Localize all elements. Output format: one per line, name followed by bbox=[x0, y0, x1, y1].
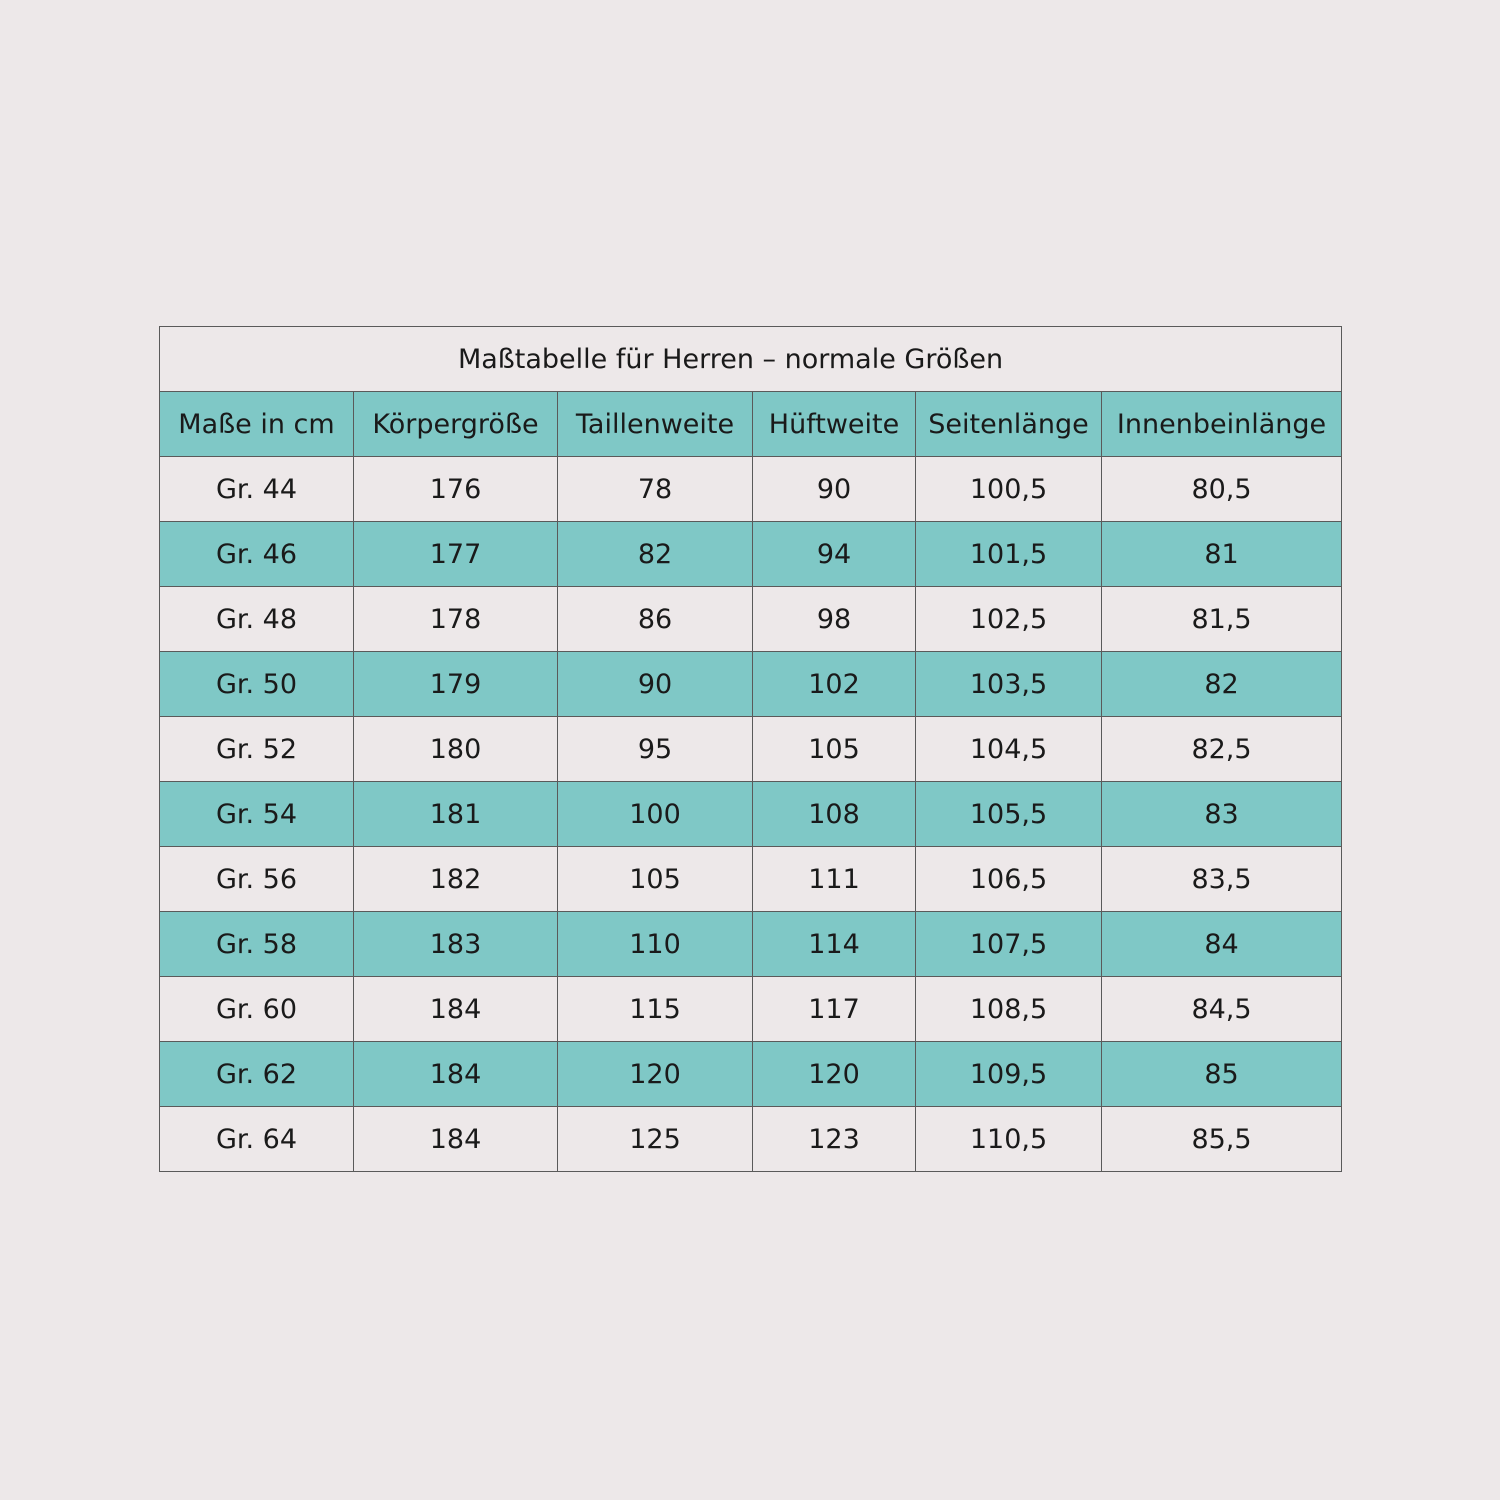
measurement-cell: 106,5 bbox=[916, 847, 1102, 912]
measurement-cell: 125 bbox=[558, 1107, 753, 1172]
measurement-cell: 181 bbox=[354, 782, 558, 847]
size-label-cell: Gr. 54 bbox=[160, 782, 354, 847]
header-cell-seitenlaenge: Seitenlänge bbox=[916, 392, 1102, 457]
measurement-cell: 105 bbox=[558, 847, 753, 912]
size-label-cell: Gr. 62 bbox=[160, 1042, 354, 1107]
table-row bbox=[160, 1107, 1342, 1172]
measurement-cell: 82 bbox=[558, 522, 753, 587]
measurement-cell: 108 bbox=[753, 782, 916, 847]
measurement-cell: 180 bbox=[354, 717, 558, 782]
measurement-cell: 110,5 bbox=[916, 1107, 1102, 1172]
header-cell-innenbeinlaenge: Innenbeinlänge bbox=[1102, 392, 1342, 457]
header-cell-masse: Maße in cm bbox=[160, 392, 354, 457]
measurement-cell: 117 bbox=[753, 977, 916, 1042]
table-row bbox=[160, 717, 1342, 782]
size-table bbox=[159, 326, 1342, 1172]
measurement-cell: 86 bbox=[558, 587, 753, 652]
table-row bbox=[160, 847, 1342, 912]
table-row bbox=[160, 457, 1342, 522]
measurement-cell: 120 bbox=[753, 1042, 916, 1107]
measurement-cell: 90 bbox=[558, 652, 753, 717]
measurement-cell: 83,5 bbox=[1102, 847, 1342, 912]
measurement-cell: 101,5 bbox=[916, 522, 1102, 587]
measurement-cell: 114 bbox=[753, 912, 916, 977]
measurement-cell: 183 bbox=[354, 912, 558, 977]
measurement-cell: 108,5 bbox=[916, 977, 1102, 1042]
measurement-cell: 84,5 bbox=[1102, 977, 1342, 1042]
size-label-cell: Gr. 46 bbox=[160, 522, 354, 587]
measurement-cell: 105 bbox=[753, 717, 916, 782]
measurement-cell: 105,5 bbox=[916, 782, 1102, 847]
size-label-cell: Gr. 64 bbox=[160, 1107, 354, 1172]
measurement-cell: 84 bbox=[1102, 912, 1342, 977]
measurement-cell: 100 bbox=[558, 782, 753, 847]
measurement-cell: 102 bbox=[753, 652, 916, 717]
measurement-cell: 82,5 bbox=[1102, 717, 1342, 782]
header-row bbox=[160, 392, 1342, 457]
size-label-cell: Gr. 52 bbox=[160, 717, 354, 782]
measurement-cell: 90 bbox=[753, 457, 916, 522]
measurement-cell: 107,5 bbox=[916, 912, 1102, 977]
measurement-cell: 98 bbox=[753, 587, 916, 652]
measurement-cell: 78 bbox=[558, 457, 753, 522]
measurement-cell: 111 bbox=[753, 847, 916, 912]
measurement-cell: 123 bbox=[753, 1107, 916, 1172]
table-row bbox=[160, 522, 1342, 587]
measurement-cell: 81 bbox=[1102, 522, 1342, 587]
size-label-cell: Gr. 56 bbox=[160, 847, 354, 912]
header-cell-taillenweite: Taillenweite bbox=[558, 392, 753, 457]
measurement-cell: 102,5 bbox=[916, 587, 1102, 652]
size-label-cell: Gr. 48 bbox=[160, 587, 354, 652]
measurement-cell: 100,5 bbox=[916, 457, 1102, 522]
measurement-cell: 184 bbox=[354, 1107, 558, 1172]
header-cell-hueftweite: Hüftweite bbox=[753, 392, 916, 457]
measurement-cell: 104,5 bbox=[916, 717, 1102, 782]
measurement-cell: 177 bbox=[354, 522, 558, 587]
size-label-cell: Gr. 44 bbox=[160, 457, 354, 522]
measurement-cell: 82 bbox=[1102, 652, 1342, 717]
measurement-cell: 83 bbox=[1102, 782, 1342, 847]
measurement-cell: 81,5 bbox=[1102, 587, 1342, 652]
measurement-cell: 95 bbox=[558, 717, 753, 782]
measurement-cell: 184 bbox=[354, 1042, 558, 1107]
size-chart bbox=[159, 326, 1341, 1172]
table-row bbox=[160, 912, 1342, 977]
measurement-cell: 182 bbox=[354, 847, 558, 912]
measurement-cell: 120 bbox=[558, 1042, 753, 1107]
measurement-cell: 109,5 bbox=[916, 1042, 1102, 1107]
measurement-cell: 176 bbox=[354, 457, 558, 522]
measurement-cell: 85,5 bbox=[1102, 1107, 1342, 1172]
measurement-cell: 110 bbox=[558, 912, 753, 977]
table-title: Maßtabelle für Herren – normale Größen bbox=[160, 327, 1342, 392]
measurement-cell: 184 bbox=[354, 977, 558, 1042]
measurement-cell: 94 bbox=[753, 522, 916, 587]
size-label-cell: Gr. 60 bbox=[160, 977, 354, 1042]
table-row bbox=[160, 977, 1342, 1042]
table-row bbox=[160, 1042, 1342, 1107]
table-row bbox=[160, 652, 1342, 717]
title-row bbox=[160, 327, 1342, 392]
measurement-cell: 80,5 bbox=[1102, 457, 1342, 522]
measurement-cell: 85 bbox=[1102, 1042, 1342, 1107]
header-cell-koerpergroesse: Körpergröße bbox=[354, 392, 558, 457]
size-label-cell: Gr. 50 bbox=[160, 652, 354, 717]
table-row bbox=[160, 587, 1342, 652]
size-label-cell: Gr. 58 bbox=[160, 912, 354, 977]
measurement-cell: 178 bbox=[354, 587, 558, 652]
measurement-cell: 115 bbox=[558, 977, 753, 1042]
table-row bbox=[160, 782, 1342, 847]
measurement-cell: 179 bbox=[354, 652, 558, 717]
measurement-cell: 103,5 bbox=[916, 652, 1102, 717]
